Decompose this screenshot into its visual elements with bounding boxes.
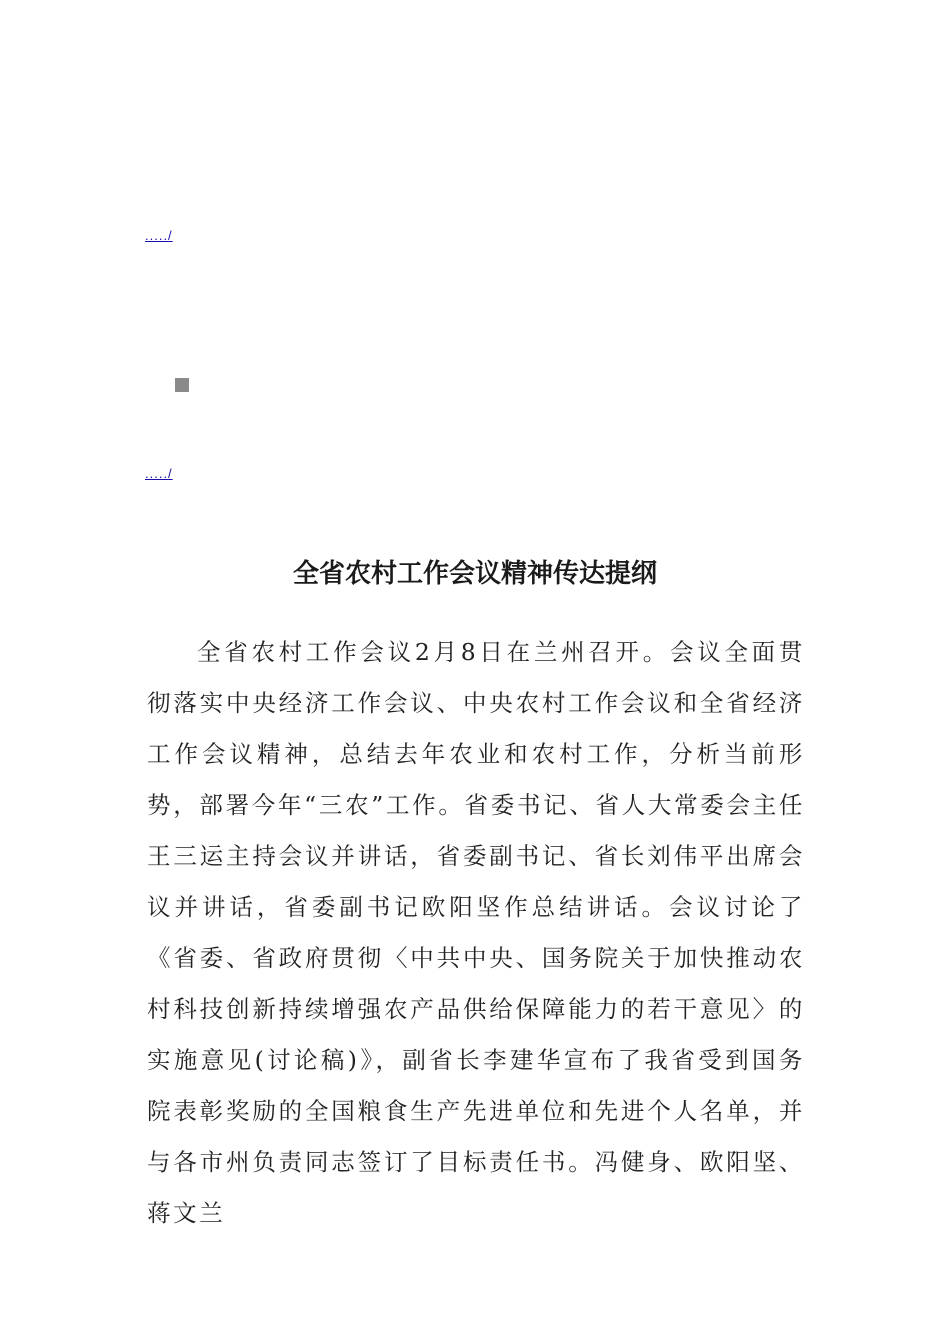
top-link-1[interactable]: ...../: [145, 228, 173, 243]
top-link-2[interactable]: ...../: [145, 466, 173, 481]
image-placeholder-icon: [175, 378, 189, 392]
document-title: 全省农村工作会议精神传达提纲: [292, 559, 657, 589]
body-paragraph: 全省农村工作会议2月8日在兰州召开。会议全面贯彻落实中央经济工作会议、中央农村工作会议和全省经济工作会议精神，总结去年农业和农村工作，分析当前形势，部署今年“三农”工作。省委书记、省人大常委会主任王三运主持会议并讲话，省委副书记、省长刘伟平出席会议并讲话，省委副书记欧阳坚作总结讲话。会议讨论了《省委、省政府贯彻〈中共中央、国务院关于加快推动农村科技创新持续增强农产品供给保障能力的若干意见〉的实施意见(讨论稿)》，副省长李建华宣布了我省受到国务院表彰奖励的全国粮食生产先进单位和先进个人名单，并与各市州负责同志签订了目标责任书。冯健身、欧阳坚、蒋文兰: [147, 638, 805, 1227]
